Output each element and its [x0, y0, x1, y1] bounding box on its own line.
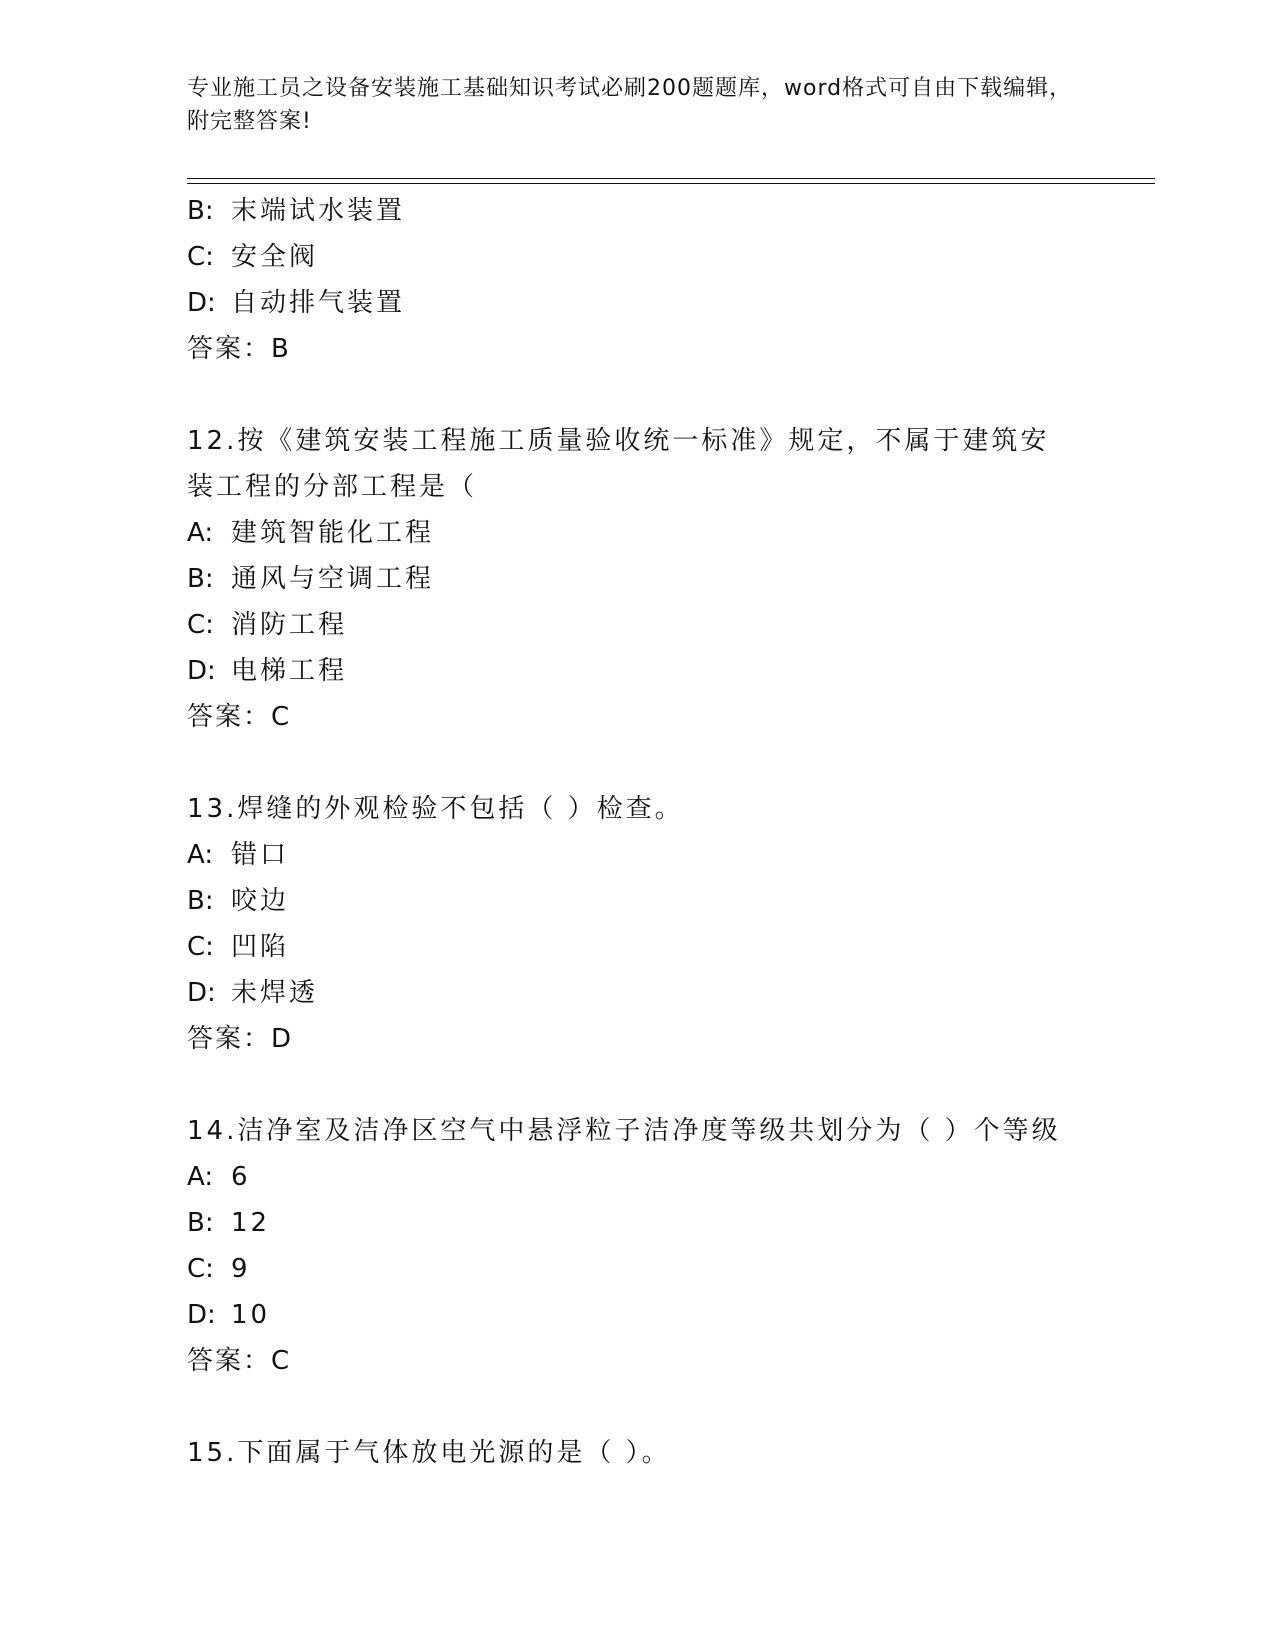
option-c: C: 9 [187, 1254, 251, 1284]
question-12 [187, 418, 1155, 740]
question-stem: 13.焊缝的外观检验不包括（ ）检查。 [187, 794, 684, 824]
answer: 答案：B [187, 334, 291, 364]
option-b: B: 咬边 [187, 886, 290, 916]
question-11-continued [187, 188, 1155, 372]
option-a: A: 错口 [187, 840, 290, 870]
option-a: A: 6 [187, 1162, 251, 1192]
option-c: C: 安全阀 [187, 242, 319, 272]
question-content [187, 188, 1155, 1476]
question-13 [187, 786, 1155, 1062]
header-rule-top [187, 178, 1155, 179]
option-a: A: 建筑智能化工程 [187, 518, 435, 548]
option-c: C: 消防工程 [187, 610, 348, 640]
question-stem: 15.下面属于气体放电光源的是（ ）。 [187, 1438, 671, 1468]
header-rule-bottom [187, 183, 1155, 184]
option-d: D: 电梯工程 [187, 656, 348, 686]
question-stem: 12.按《建筑安装工程施工质量验收统一标准》规定，不属于建筑安装工程的分部工程是（ [187, 426, 1050, 502]
option-b: B: 通风与空调工程 [187, 564, 435, 594]
option-b: B: 12 [187, 1208, 271, 1238]
question-stem: 14.洁净室及洁净区空气中悬浮粒子洁净度等级共划分为（ ）个等级 [187, 1116, 1061, 1146]
answer: 答案：C [187, 702, 292, 732]
question-15 [187, 1430, 1155, 1476]
answer: 答案：D [187, 1024, 294, 1054]
answer: 答案：C [187, 1346, 292, 1376]
document-header: 专业施工员之设备安装施工基础知识考试必刷200题题库，word格式可自由下载编辑，附完整答案! [187, 76, 1073, 134]
option-b: B: 末端试水装置 [187, 196, 406, 226]
option-d: D: 自动排气装置 [187, 288, 406, 318]
option-d: D: 10 [187, 1300, 271, 1330]
question-14 [187, 1108, 1155, 1384]
option-c: C: 凹陷 [187, 932, 290, 962]
option-d: D: 未焊透 [187, 978, 319, 1008]
